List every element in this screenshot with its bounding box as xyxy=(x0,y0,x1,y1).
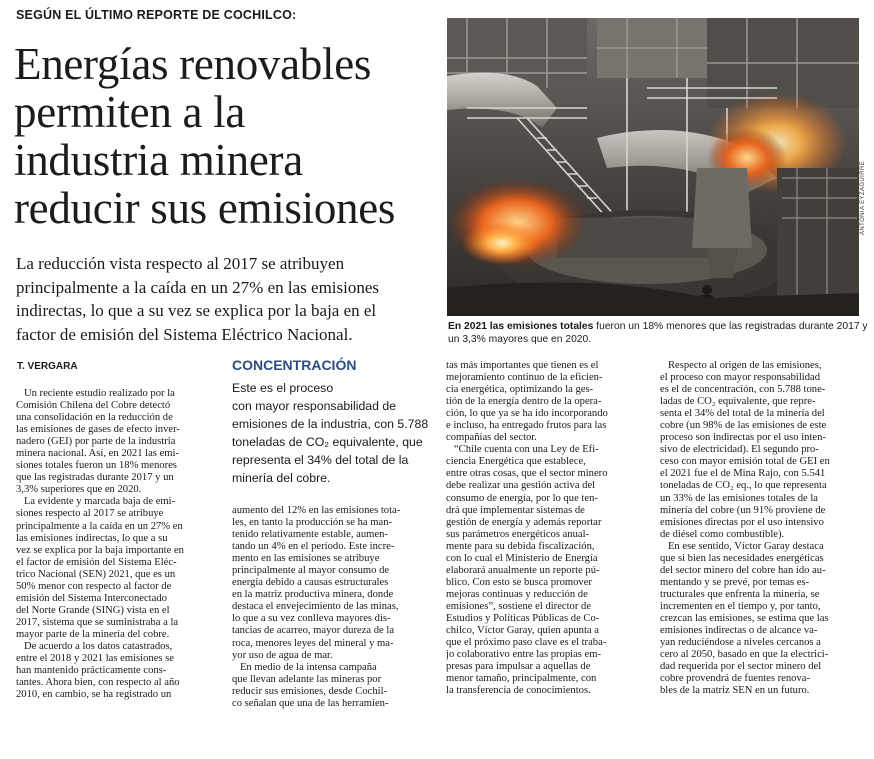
photo-caption xyxy=(448,320,868,346)
article-line: el 2021 fue el de Mina Rajo, con 5.541 xyxy=(660,468,826,480)
headline-line: permiten a la xyxy=(14,87,245,137)
sidebar-box-line: minería del cobre. xyxy=(232,471,331,485)
article-line: emisiones”, sostiene el director de xyxy=(446,600,592,612)
article-line: del Norte Grande (SING) vista en el xyxy=(16,604,170,616)
sidebar-box-body xyxy=(232,379,437,487)
article-line: es el de concentración, con 5.788 tone- xyxy=(660,384,826,396)
lead-line: principalmente a la caída en un 27% en las emisiones xyxy=(16,277,380,297)
sidebar-box-line: Este es el proceso xyxy=(232,381,334,395)
article-line: senta el 34% del total de la minería del xyxy=(660,408,825,420)
article-line: La evidente y marcada baja de emi- xyxy=(16,496,176,508)
article-line: En medio de la intensa campaña xyxy=(232,661,377,673)
article-line: dad requerida por el sector minero del xyxy=(660,661,822,673)
article-line: De acuerdo a los datos catastrados, xyxy=(16,640,173,652)
byline: T. VERGARA xyxy=(17,361,78,372)
article-line: “Chile cuenta con una Ley de Efi- xyxy=(446,444,599,456)
article-line: cia energética, optimizando la ges- xyxy=(446,384,594,396)
article-line: menor tamaño, principalmente, con xyxy=(446,673,597,685)
article-line: sivo de electricidad). El segundo pro- xyxy=(660,444,819,456)
caption-line: un 3,3% mayores que en 2020. xyxy=(448,334,592,345)
article-line: 2010, en cambio, se ha registrado un xyxy=(16,689,172,701)
article-line: ceso con mayor emisión total de GEI en xyxy=(660,456,830,468)
sidebar-box-line: emisiones de la industria, con 5.788 xyxy=(232,417,429,431)
article-line: mente para su debida fiscalización, xyxy=(446,540,595,552)
article-line: el factor de emisión del Sistema Eléc- xyxy=(16,556,177,568)
article-line: Estudios y Políticas Públicas de Co- xyxy=(446,612,600,624)
article-line: Un reciente estudio realizado por la xyxy=(16,388,175,399)
article-line: gestión de energía y además reportar xyxy=(446,516,602,528)
article-line: vez se explica por la baja importante en xyxy=(16,544,184,556)
article-line: 3,3% superiores que en 2020. xyxy=(16,484,142,496)
article-line: Respecto al origen de las emisiones, xyxy=(660,360,822,371)
article-line: tenido relativamente estable, aumen- xyxy=(232,529,388,541)
article-line: cobre (un 98% de las emisiones de este xyxy=(660,420,827,432)
article-line: 50% menor con respecto al factor de xyxy=(16,580,172,592)
article-line: tantes. Ahora bien, con respecto al año xyxy=(16,677,180,689)
article-line: tructurales que enfrenta la minería, se xyxy=(660,588,820,600)
headline-line: Energías renovables xyxy=(14,39,372,89)
article-line: sus parámetros energéticos anual- xyxy=(446,528,590,540)
article-line: que si bien las necesidades energéticas xyxy=(660,552,824,564)
article-line: cobre provendrá de fuentes renova- xyxy=(660,673,811,685)
sidebar-box-line: con mayor responsabilidad de xyxy=(232,399,397,413)
article-line: tión de la energía dentro de la opera- xyxy=(446,396,602,408)
article-line: e incluso, ha entregado frutos para las xyxy=(446,420,607,432)
article-line: de diésel como combustible). xyxy=(660,528,785,540)
article-line: mentando y se prevé, por temas es- xyxy=(660,576,810,588)
lead-line: La reducción vista respecto al 2017 se atribuyen xyxy=(16,254,345,273)
lead-paragraph xyxy=(16,252,436,346)
headline-line: industria minera xyxy=(14,135,303,185)
lead-line: factor de emisión del Sistema Eléctrico Nacional. xyxy=(16,324,353,344)
article-line: jo colaborativo entre las propias em- xyxy=(446,649,602,661)
caption-line xyxy=(448,320,868,333)
article-line: nadero (GEI) por parte de la industria xyxy=(16,436,176,448)
caption-bold: En 2021 las emisiones totales xyxy=(448,321,594,332)
headline-line: reducir sus emisiones xyxy=(14,183,396,233)
photo-credit: ANTONIA EYZAGUIRRE xyxy=(860,160,866,235)
article-line: mejoramiento continuo de la eficien- xyxy=(446,372,603,384)
article-line: trico Nacional (SEN) 2021, que es un xyxy=(16,568,176,580)
article-line: toneladas de CO₂ eq., lo que representa xyxy=(660,480,827,492)
article-line: yor uso de agua de mar. xyxy=(232,649,333,661)
article-line: blico. Con esto se busca promover xyxy=(446,576,592,588)
article-line: que llevan adelante las mineras por xyxy=(232,673,382,685)
article-column-4 xyxy=(660,360,862,697)
article-line: siones totales fueron un 18% menores xyxy=(16,460,177,472)
article-line: crezcan las emisiones, se estima que las xyxy=(660,612,829,624)
kicker: SEGÚN EL ÚLTIMO REPORTE DE COCHILCO: xyxy=(16,8,297,22)
article-line: ladas de CO₂ equivalente, que repre- xyxy=(660,396,816,408)
article-line: en la matriz productiva minera, donde xyxy=(232,589,394,601)
article-line: tancias de acarreo, mayor dureza de la xyxy=(232,625,395,637)
article-line: minera nacional. Así, en 2021 las emi- xyxy=(16,448,179,460)
article-line: lo que a su vez conlleva mayores dis- xyxy=(232,613,391,625)
article-line: compañías del sector. xyxy=(446,432,537,444)
article-line: entre el 2018 y 2021 las emisiones se xyxy=(16,653,174,665)
article-line: aumento del 12% en las emisiones tota- xyxy=(232,505,401,516)
article-line: Comisión Chilena del Cobre detectó xyxy=(16,400,171,412)
article-line: cero al 2050, basado en que la electrici- xyxy=(660,649,829,661)
article-line: mento en las emisiones se atribuye xyxy=(232,553,380,565)
article-line: ciencia Energética que establece, xyxy=(446,456,586,468)
article-line: que el próximo paso clave es el traba- xyxy=(446,637,607,649)
caption-text: fueron un 18% menores que las registradas durante 2017 y xyxy=(593,321,868,332)
article-line: emisiones indirectas o de alcance va- xyxy=(660,625,818,637)
sidebar-box-line: toneladas de CO₂ equivalente, que xyxy=(232,435,423,449)
article-line: chilco, Víctor Garay, quien apunta a xyxy=(446,625,599,637)
article-line: minería del cobre (un 91% proviene de xyxy=(660,504,826,516)
article-line: roca, menores leyes del mineral y ma- xyxy=(232,637,394,649)
sidebar-box-line: representa el 34% del total de la xyxy=(232,453,409,467)
article-column-2 xyxy=(232,505,434,710)
article-line: elaborará anualmente un reporte pú- xyxy=(446,564,600,576)
article-line: han mantenido prácticamente cons- xyxy=(16,665,167,677)
article-line: energía debido a causas estructurales xyxy=(232,577,389,589)
article-line: principalmente a la caída en un 27% en xyxy=(16,520,183,532)
article-line: destaca el envejecimiento de las minas, xyxy=(232,601,399,613)
sidebar-box-title: CONCENTRACIÓN xyxy=(232,357,357,373)
article-line: debe realizar una gestión activa del xyxy=(446,480,596,492)
article-line: consumo de energía, por lo que ten- xyxy=(446,492,598,504)
lead-line: indirectas, lo que a su vez se explica por la baja en el xyxy=(16,301,377,320)
article-line: tando un 4% en el período. Este incre- xyxy=(232,541,395,553)
article-line: entre otras cosas, que el sector minero xyxy=(446,468,608,480)
article-line: la transferencia de conocimientos. xyxy=(446,685,591,697)
article-line: emisión del Sistema Interconectado xyxy=(16,592,167,604)
article-line: las emisiones de gases de efecto inver- xyxy=(16,424,180,436)
article-line: principalmente al mayor consumo de xyxy=(232,565,390,577)
article-line: el proceso con mayor responsabilidad xyxy=(660,372,821,384)
article-line: tas más importantes que tienen es el xyxy=(446,360,599,371)
article-line: mayor parte de la minería del cobre. xyxy=(16,628,170,640)
article-line: reducir sus emisiones, desde Cochil- xyxy=(232,685,388,697)
article-line: 2017, sistema que se suministraba a la xyxy=(16,616,179,628)
article-line: drá que implementar sistemas de xyxy=(446,504,585,516)
article-line: co señalan que una de las herramien- xyxy=(232,697,389,709)
article-line: ción, lo que ya se ha ido incorporando xyxy=(446,408,608,420)
article-column-3 xyxy=(446,360,648,697)
article-line: bles de la matriz SEN en un futuro. xyxy=(660,685,810,697)
article-line: las emisiones indirectas, lo que a su xyxy=(16,532,168,544)
article-line: presas para impulsar a aquellas de xyxy=(446,661,591,673)
article-line: del sector minero del cobre han ido au- xyxy=(660,564,826,576)
article-line: una consolidación en la reducción de xyxy=(16,412,173,424)
smelter-photo xyxy=(447,18,859,316)
article-line: incrementen en el tiempo y, por tanto, xyxy=(660,600,821,612)
article-line: mejoras continuas y reducción de xyxy=(446,588,588,600)
article-line: proceso son indirectas por el uso inten- xyxy=(660,432,826,444)
article-line: En ese sentido, Víctor Garay destaca xyxy=(660,540,824,552)
article-line: con lo cual el Ministerio de Energía xyxy=(446,552,598,564)
article-column-1 xyxy=(16,388,220,701)
article-line: emisiones directas por el uso intensivo xyxy=(660,516,824,528)
article-line: un 33% de las emisiones totales de la xyxy=(660,492,818,504)
article-line: que las registradas durante 2017 y un xyxy=(16,472,174,484)
headline xyxy=(14,40,444,232)
article-line: siones respecto al 2017 se atribuye xyxy=(16,508,164,520)
article-line: yan reduciéndose a niveles cercanos a xyxy=(660,637,821,649)
article-line: les, en tanto la producción se ha man- xyxy=(232,517,393,529)
